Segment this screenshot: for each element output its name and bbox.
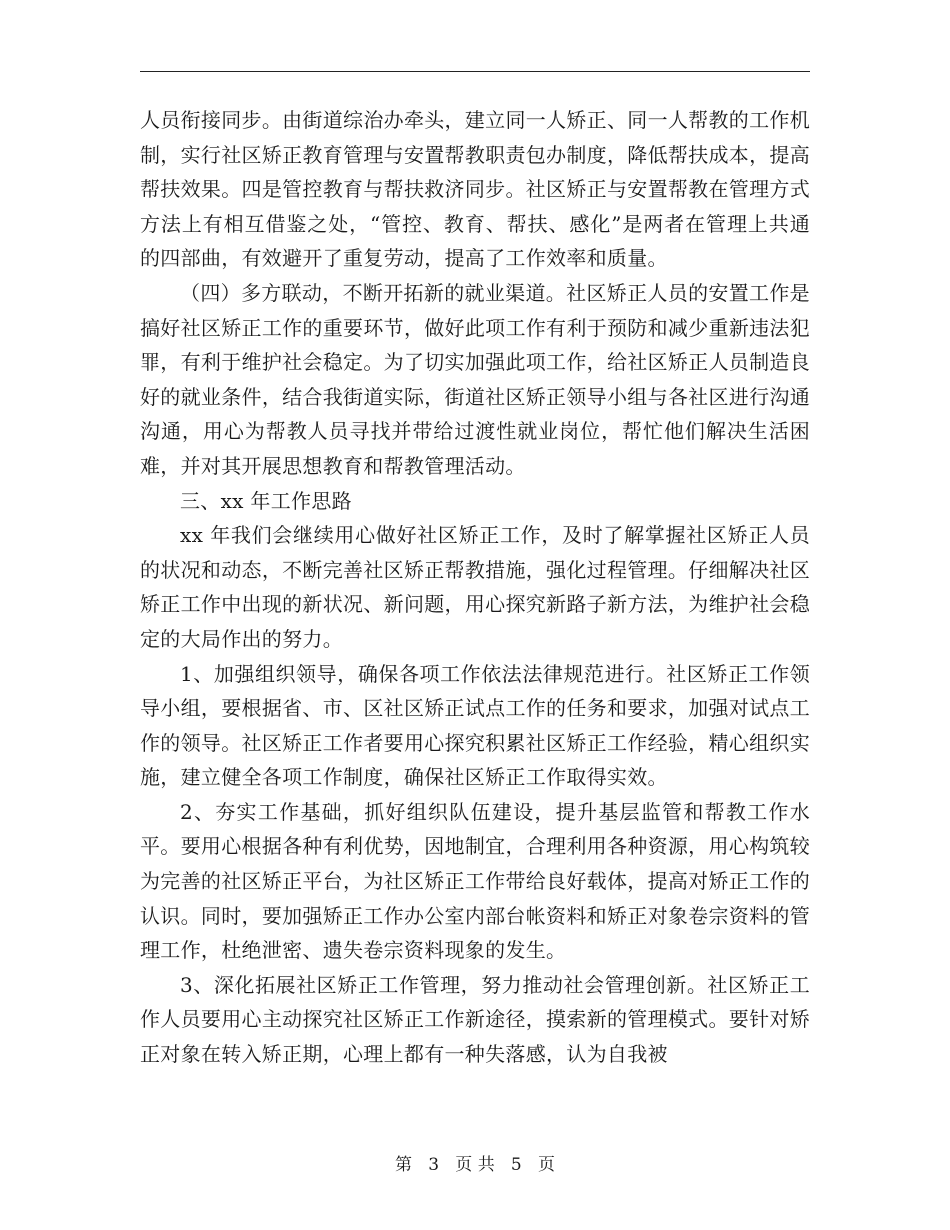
footer-suffix: 页: [537, 1155, 555, 1175]
page-footer: [0, 1153, 950, 1177]
paragraph-1: 人员衔接同步。由街道综治办牵头，建立同一人矫正、同一人帮教的工作机制，实行社区矫正教育管理与安置帮教职责包办制度，降低帮扶成本，提高帮扶效果。四是管控教育与帮扶救济同步。社区矫正与安置帮教在管理方式方法上有相互借鉴之处，“管控、教育、帮扶、感化”是两者在管理上共通的四部曲，有效避开了重复劳动，提高了工作效率和质量。: [140, 108, 810, 271]
paragraph-3: xx 年我们会继续用心做好社区矫正工作，及时了解掌握社区矫正人员的状况和动态，不断完善社区矫正帮教措施，强化过程管理。仔细解决社区矫正工作中出现的新状况、新问题，用心探究新路子新方法，为维护社会稳定的大局作出的努力。: [140, 523, 810, 651]
section-heading: 三、xx 年工作思路: [180, 488, 352, 513]
footer-prefix: 第: [395, 1155, 413, 1175]
paragraph-5: 2、夯实工作基础，抓好组织队伍建设，提升基层监管和帮教工作水平。要用心根据各种有利优势，因地制宜，合理利用各种资源，用心构筑较为完善的社区矫正平台，为社区矫正工作带给良好载体，提高对矫正工作的认识。同时，要加强矫正工作办公室内部台帐资料和矫正对象卷宗资料的管理工作，杜绝泄密、遗失卷宗资料现象的发生。: [140, 799, 810, 963]
footer-total-pages: 5: [510, 1155, 522, 1175]
header-rule: [140, 71, 810, 72]
document-body: [140, 103, 810, 1072]
paragraph-6: 3、深化拓展社区矫正工作管理，努力推动社会管理创新。社区矫正工作人员要用心主动探究社区矫正工作新途径，摸索新的管理模式。要针对矫正对象在转入矫正期，心理上都有一种失落感，认为自我被: [140, 972, 810, 1067]
footer-current-page: 3: [428, 1155, 440, 1175]
footer-middle: 页 共: [455, 1155, 495, 1175]
paragraph-4: 1、加强组织领导，确保各项工作依法法律规范进行。社区矫正工作领导小组，要根据省、市、区社区矫正试点工作的任务和要求，加强对试点工作的领导。社区矫正工作者要用心探究积累社区矫正工作经验，精心组织实施，建立健全各项工作制度，确保社区矫正工作取得实效。: [140, 661, 810, 790]
paragraph-2: （四）多方联动，不断开拓新的就业渠道。社区矫正人员的安置工作是搞好社区矫正工作的重要环节，做好此项工作有利于预防和减少重新违法犯罪，有利于维护社会稳定。为了切实加强此项工作，给社区矫正人员制造良好的就业条件，结合我街道实际，街道社区矫正领导小组与各社区进行沟通沟通，用心为帮教人员寻找并带给过渡性就业岗位，帮忙他们解决生活困难，并对其开展思想教育和帮教管理活动。: [140, 280, 810, 478]
